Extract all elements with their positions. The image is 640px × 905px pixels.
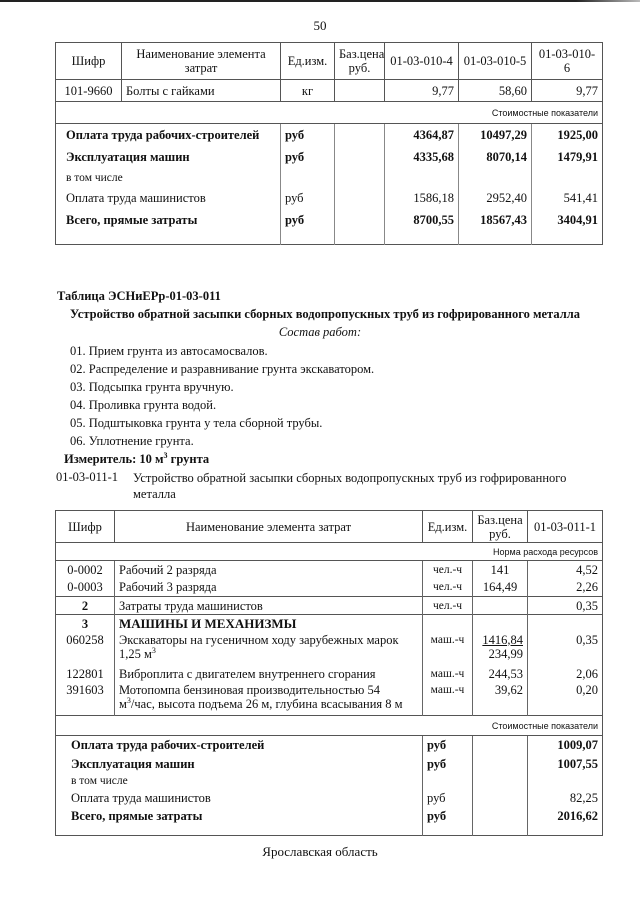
cost-name: Всего, прямые затраты: [66, 212, 198, 227]
row-unit: чел.-ч: [423, 579, 473, 597]
cost-row: [56, 807, 603, 825]
row-name: Затраты труда машинистов: [115, 597, 423, 615]
table-header-row: [56, 43, 603, 80]
cost-value: 2952,40: [459, 188, 532, 209]
resource-table-010: [55, 42, 603, 245]
row-value: 2,06: [528, 665, 603, 683]
row-price: [473, 597, 528, 615]
table-header-row: [56, 511, 603, 543]
table-row: [56, 665, 603, 683]
table-row: [56, 633, 603, 665]
row-name: Рабочий 2 разряда: [115, 561, 423, 579]
cost-value: 1479,91: [532, 147, 603, 168]
row-value: 9,77: [532, 80, 603, 102]
cost-value: 10497,29: [459, 124, 532, 147]
row-price: 244,53: [473, 665, 528, 683]
header-norm-010-4: 01-03-010-4: [385, 43, 459, 80]
row-value: 9,77: [385, 80, 459, 102]
cost-name: в том числе: [66, 171, 123, 184]
meter-label: Измеритель: 10 $м^3$ грунта: [64, 450, 210, 466]
cost-unit: руб: [423, 755, 473, 773]
cost-name: Оплата труда рабочих-строителей: [66, 128, 260, 143]
cost-value: 541,41: [532, 188, 603, 209]
row-code: 2: [81, 598, 89, 613]
cost-section-header: [56, 102, 603, 124]
row-price: 1416,84 234,99: [473, 633, 528, 665]
header-code: Шифр: [56, 43, 122, 80]
cost-unit: руб: [423, 807, 473, 825]
page-number: 50: [313, 18, 327, 33]
cost-row: [56, 147, 603, 168]
row-price: 141: [473, 561, 528, 579]
cost-value: 4364,87: [385, 124, 459, 147]
cost-value: 82,25: [528, 789, 603, 807]
cost-value: 1586,18: [385, 188, 459, 209]
work-item: 05. Подштыковка грунта у тела сборной трубы.: [70, 416, 323, 430]
cost-unit: руб: [423, 736, 473, 755]
row-value: 2,26: [528, 579, 603, 597]
cost-name: в том числе: [71, 774, 128, 787]
cost-unit: руб: [281, 188, 335, 209]
header-norm-010-5: 01-03-010-5: [459, 43, 532, 80]
table-row: [56, 597, 603, 615]
cost-section-label: Стоимостные показатели: [56, 716, 603, 736]
cost-value: 2016,62: [528, 807, 603, 825]
cost-unit: руб: [281, 124, 335, 147]
row-code: 101-9660: [56, 80, 122, 102]
header-unit: Ед.изм.: [423, 511, 473, 543]
work-composition-label: Состав работ:: [278, 325, 362, 339]
cost-row: [56, 736, 603, 755]
table-row: [56, 561, 603, 579]
header-norm-010-6: 01-03-010-6: [532, 43, 603, 80]
row-price: [335, 80, 385, 102]
norm-description: Устройство обратной засыпки сборных водопропускных труб из гофрированного металла: [133, 471, 567, 501]
table-row: [56, 615, 603, 633]
table-row: [56, 80, 603, 102]
header-name: Наименование элемента затрат: [115, 511, 423, 543]
work-item: 03. Подсыпка грунта вручную.: [70, 380, 234, 394]
cost-name: Оплата труда машинистов: [71, 790, 211, 805]
row-unit: маш.-ч: [423, 683, 473, 716]
header-name: Наименование элемента затрат: [122, 43, 281, 80]
table-label: Таблица ЭСНиЕРр-01-03-011: [57, 289, 221, 303]
resource-section-header: [56, 543, 603, 561]
row-unit: чел.-ч: [423, 597, 473, 615]
row-code: 391603: [66, 682, 104, 697]
cost-row: [56, 773, 603, 789]
cost-value: 4335,68: [385, 147, 459, 168]
cost-unit: руб: [281, 147, 335, 168]
row-unit: маш.-ч: [423, 665, 473, 683]
norm-code: 01-03-011-1: [56, 470, 119, 484]
cost-row: [56, 188, 603, 209]
row-name: Болты с гайками: [122, 80, 281, 102]
cost-unit: руб: [281, 209, 335, 231]
header-base-price: Баз.цена руб.: [473, 511, 528, 543]
cost-value: 18567,43: [459, 209, 532, 231]
section-title: Устройство обратной засыпки сборных водопропускных труб из гофрированного металла: [69, 307, 580, 321]
cost-name: Оплата труда рабочих-строителей: [56, 736, 423, 755]
footer-region: Ярославская область: [262, 844, 378, 859]
cost-name: Эксплуатация машин: [66, 150, 190, 164]
row-code: 060258: [66, 632, 104, 647]
header-unit: Ед.изм.: [281, 43, 335, 80]
row-unit: чел.-ч: [423, 561, 473, 579]
cost-value: 8070,14: [459, 147, 532, 168]
scan-top-edge: [0, 0, 640, 2]
cost-row: [56, 209, 603, 231]
row-code: 0-0003: [67, 580, 103, 595]
table-row: [56, 683, 603, 716]
cost-name: Эксплуатация машин: [71, 756, 195, 771]
row-value: 0,20: [528, 683, 603, 716]
cost-section-label: Стоимостные показатели: [56, 102, 603, 124]
work-item: 04. Проливка грунта водой.: [70, 398, 217, 412]
cost-value: 1925,00: [532, 124, 603, 147]
row-code: 0-0002: [67, 562, 103, 577]
row-value: 0,35: [528, 597, 603, 615]
cost-value: 8700,55: [385, 209, 459, 231]
cost-row: [56, 168, 603, 188]
work-item: 06. Уплотнение грунта.: [70, 434, 194, 448]
row-value: 58,60: [459, 80, 532, 102]
table-row: [56, 579, 603, 597]
cost-row: [56, 124, 603, 147]
row-code: 3: [81, 616, 89, 631]
row-name: МАШИНЫ И МЕХАНИЗМЫ: [115, 615, 423, 633]
row-unit: кг: [281, 80, 335, 102]
cost-row: [56, 755, 603, 773]
row-value: 4,52: [528, 561, 603, 579]
header-code: Шифр: [56, 511, 115, 543]
cost-row: [56, 789, 603, 807]
row-name: Виброплита с двигателем внутреннего сгорания: [115, 665, 423, 683]
row-value: 0,35: [528, 633, 603, 665]
row-unit: маш.-ч: [423, 633, 473, 665]
cost-value: 3404,91: [532, 209, 603, 231]
header-base-price: Баз.цена руб.: [335, 43, 385, 80]
cost-name: Всего, прямые затраты: [71, 808, 203, 823]
work-item: 02. Распределение и разравнивание грунта экскаватором.: [70, 362, 375, 376]
row-price: 164,49: [473, 579, 528, 597]
cost-value: 1007,55: [528, 755, 603, 773]
cost-value: 1009,07: [528, 736, 603, 755]
row-name: Экскаваторы на гусеничном ходу зарубежных марок 1,25 $м^3$: [115, 633, 423, 665]
cost-section-header: [56, 716, 603, 736]
work-item: 01. Прием грунта из автосамосвалов.: [70, 344, 268, 358]
row-code: 122801: [66, 666, 104, 681]
resource-table-011: [55, 510, 603, 836]
resource-section-label: Норма расхода ресурсов: [56, 543, 603, 561]
row-price: 39,62: [473, 683, 528, 716]
header-norm-011-1: 01-03-011-1: [528, 511, 603, 543]
row-name: Мотопомпа бензиновая производительностью 54 $м^3$/час, высота подъема 26 м, глубина всасывания 8 м: [115, 683, 423, 716]
row-name: Рабочий 3 разряда: [115, 579, 423, 597]
cost-unit: руб: [423, 789, 473, 807]
cost-name: Оплата труда машинистов: [66, 191, 206, 205]
